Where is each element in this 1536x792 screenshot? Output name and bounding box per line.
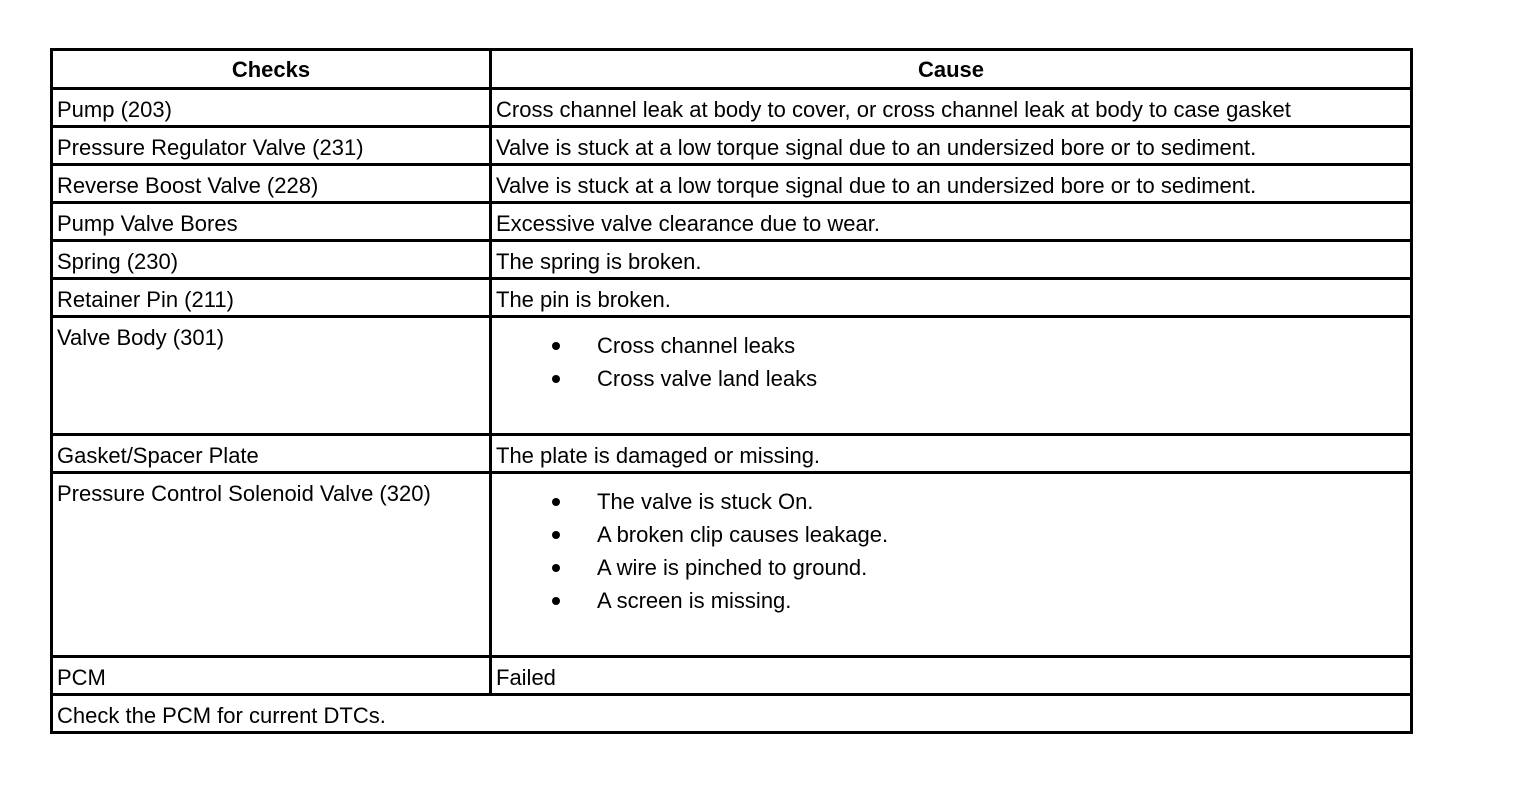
table-row: [52, 657, 1412, 695]
check-cell: Pump Valve Bores: [52, 203, 491, 241]
cause-bullet-list: [496, 480, 1406, 617]
table-row: [52, 89, 1412, 127]
cause-cell: The spring is broken.: [491, 241, 1412, 279]
table-row: [52, 279, 1412, 317]
check-cell: Pressure Control Solenoid Valve (320): [52, 473, 491, 657]
header-row: [52, 50, 1412, 89]
table-row: [52, 203, 1412, 241]
cause-bullet-item: Cross channel leaks: [496, 329, 1406, 362]
check-cell: PCM: [52, 657, 491, 695]
checks-column-header: Checks: [52, 50, 491, 89]
check-cell: Valve Body (301): [52, 317, 491, 435]
table-row: [52, 473, 1412, 657]
cause-cell: Failed: [491, 657, 1412, 695]
table-row: [52, 435, 1412, 473]
cause-cell: Excessive valve clearance due to wear.: [491, 203, 1412, 241]
check-cell: Spring (230): [52, 241, 491, 279]
cause-cell: [491, 317, 1412, 435]
check-cell: Pump (203): [52, 89, 491, 127]
cause-bullet-item: Cross valve land leaks: [496, 362, 1406, 395]
footer-row: [52, 695, 1412, 733]
table-row: [52, 317, 1412, 435]
cause-cell: The pin is broken.: [491, 279, 1412, 317]
check-cell: Gasket/Spacer Plate: [52, 435, 491, 473]
cause-column-header: Cause: [491, 50, 1412, 89]
cause-cell: [491, 473, 1412, 657]
check-cell: Reverse Boost Valve (228): [52, 165, 491, 203]
cause-bullet-list: [496, 324, 1406, 395]
footer-note: Check the PCM for current DTCs.: [52, 695, 1412, 733]
cause-cell: Cross channel leak at body to cover, or cross channel leak at body to case gasket: [491, 89, 1412, 127]
diagnostic-table: [50, 48, 1413, 734]
cause-bullet-item: A broken clip causes leakage.: [496, 518, 1406, 551]
cause-cell: The plate is damaged or missing.: [491, 435, 1412, 473]
cause-bullet-item: A screen is missing.: [496, 584, 1406, 617]
cause-bullet-item: A wire is pinched to ground.: [496, 551, 1406, 584]
table-row: [52, 165, 1412, 203]
cause-cell: Valve is stuck at a low torque signal due to an undersized bore or to sediment.: [491, 127, 1412, 165]
table-row: [52, 241, 1412, 279]
table-row: [52, 127, 1412, 165]
check-cell: Pressure Regulator Valve (231): [52, 127, 491, 165]
cause-cell: Valve is stuck at a low torque signal due to an undersized bore or to sediment.: [491, 165, 1412, 203]
cause-bullet-item: The valve is stuck On.: [496, 485, 1406, 518]
check-cell: Retainer Pin (211): [52, 279, 491, 317]
